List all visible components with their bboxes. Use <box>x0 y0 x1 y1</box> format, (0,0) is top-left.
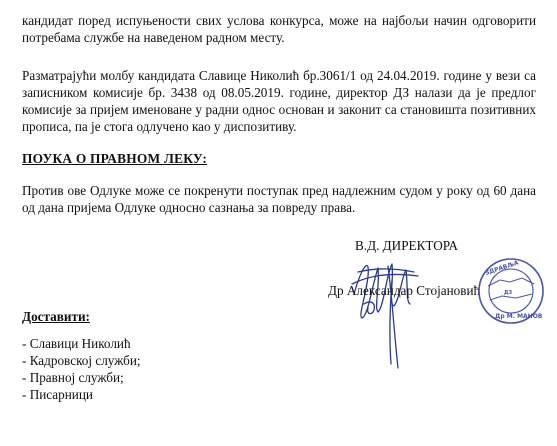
svg-text:ЗДРАВЉА: ЗДРАВЉА <box>484 259 520 277</box>
list-item: - Славици Николић <box>22 336 131 351</box>
signatory-name: Др Александар Стојановић <box>328 283 481 298</box>
delivery-list <box>22 335 141 403</box>
signatory-title: В.Д. ДИРЕКТОРА <box>355 238 458 253</box>
list-item: - Писарници <box>22 387 93 402</box>
paragraph-1: кандидат поред испуњености свих услова конкурса, може на најбољи начин одговорити потребама службе на наведеном радном месту. <box>22 13 536 45</box>
list-item: - Правној служби; <box>22 370 124 385</box>
official-stamp <box>476 256 546 326</box>
delivery-heading: Доставити: <box>22 309 90 324</box>
paragraph-3: Против ове Одлуке може се покренути поступак пред надлежним судом у року од 60 дана од дана пријема Одлуке односно сазнања за повреду права. <box>22 183 536 215</box>
svg-text:ДЗ: ДЗ <box>504 290 513 296</box>
list-item: - Кадровској служби; <box>22 353 141 368</box>
handwritten-signature <box>348 246 428 376</box>
legal-remedy-heading: ПОУКА О ПРАВНОМ ЛЕКУ: <box>22 151 208 166</box>
paragraph-2: Разматрајући молбу кандидата Славице Николић бр.3061/1 од 24.04.2019. године у вези са записником комисије бр. 3438 од 08.05.2019. године, директор ДЗ налази да је предлог комисије за пријем именоване у радни однос основан и законит са становишта позитивних прописа, па је стога одлучено као у диспозитиву. <box>22 68 536 134</box>
svg-text:Др М. МАНОВ: Др М. МАНОВ <box>495 313 543 320</box>
